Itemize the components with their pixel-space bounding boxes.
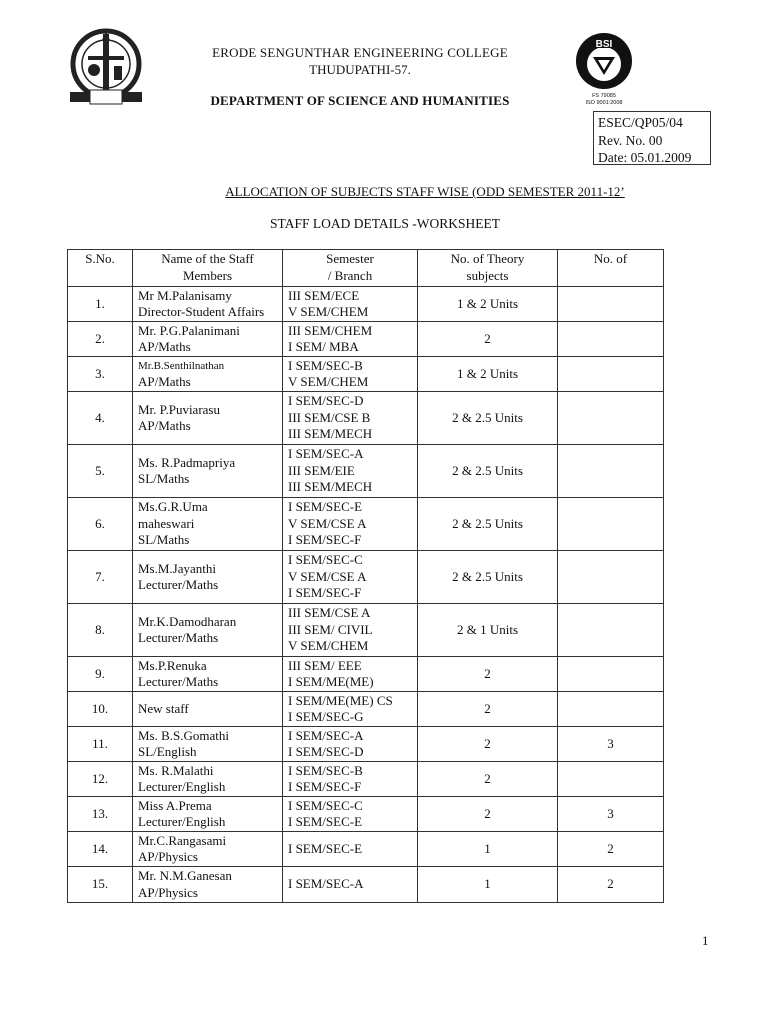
row-sno: 9. (68, 657, 133, 692)
row-theory: 2 & 1 Units (418, 604, 558, 657)
row-semester: I SEM/SEC-B I SEM/SEC-F (283, 762, 418, 797)
row-semester: I SEM/SEC-E V SEM/CSE A I SEM/SEC-F (283, 498, 418, 551)
table-row (68, 445, 664, 498)
row-theory: 2 & 2.5 Units (418, 392, 558, 445)
row-theory: 1 & 2 Units (418, 287, 558, 322)
table-row (68, 797, 664, 832)
table-row (68, 604, 664, 657)
row-semester: I SEM/SEC-A (283, 867, 418, 903)
table-row (68, 392, 664, 445)
document-date: Date: 05.01.2009 (598, 150, 692, 165)
row-staff-name: Ms.P.Renuka Lecturer/Maths (133, 657, 283, 692)
row-sno: 5. (68, 445, 133, 498)
row-other (558, 551, 664, 604)
row-sno: 10. (68, 692, 133, 727)
header-theory-subjects: No. of Theory subjects (418, 250, 558, 287)
row-staff-name: Mr. P.Puviarasu AP/Maths (133, 392, 283, 445)
row-staff-name: Mr.C.Rangasami AP/Physics (133, 832, 283, 867)
bsi-logo-cert-no: FS 79085 (592, 93, 616, 99)
row-semester: III SEM/ EEE I SEM/ME(ME) (283, 657, 418, 692)
row-staff-name: Mr. P.G.Palanimani AP/Maths (133, 322, 283, 357)
header-sno: S.No. (68, 250, 133, 287)
row-sno: 12. (68, 762, 133, 797)
row-staff-name: Ms. B.S.Gomathi SL/English (133, 727, 283, 762)
table-row (68, 551, 664, 604)
table-row (68, 322, 664, 357)
row-other (558, 604, 664, 657)
row-other (558, 445, 664, 498)
table-row (68, 657, 664, 692)
college-location: THUDUPATHI-57. (309, 62, 411, 77)
row-theory: 2 (418, 762, 558, 797)
row-staff-name: Miss A.Prema Lecturer/English (133, 797, 283, 832)
row-staff-name: Ms.G.R.Uma maheswari SL/Maths (133, 498, 283, 551)
table-row (68, 287, 664, 322)
row-sno: 6. (68, 498, 133, 551)
row-semester: I SEM/SEC-D III SEM/CSE B III SEM/MECH (283, 392, 418, 445)
row-theory: 2 & 2.5 Units (418, 498, 558, 551)
row-semester: I SEM/SEC-B V SEM/CHEM (283, 357, 418, 392)
row-staff-name: New staff (133, 692, 283, 727)
document-code: ESEC/QP05/04 (598, 115, 683, 130)
document-reference-box (593, 111, 711, 165)
row-staff-name: Mr M.Palanisamy Director-Student Affairs (133, 287, 283, 322)
row-sno: 4. (68, 392, 133, 445)
row-theory: 1 (418, 867, 558, 903)
row-staff-name: Ms. R.Padmapriya SL/Maths (133, 445, 283, 498)
table-row (68, 832, 664, 867)
row-theory: 2 (418, 657, 558, 692)
row-staff-name: Mr. N.M.Ganesan AP/Physics (133, 867, 283, 903)
row-theory: 2 (418, 322, 558, 357)
row-theory: 2 (418, 727, 558, 762)
table-header-row (68, 250, 664, 287)
college-name: ERODE SENGUNTHAR ENGINEERING COLLEGE (212, 45, 508, 60)
worksheet-title: STAFF LOAD DETAILS -WORKSHEET (270, 216, 500, 231)
row-sno: 3. (68, 357, 133, 392)
row-other (558, 762, 664, 797)
row-staff-name: Ms.M.Jayanthi Lecturer/Maths (133, 551, 283, 604)
row-sno: 14. (68, 832, 133, 867)
row-theory: 1 & 2 Units (418, 357, 558, 392)
row-theory: 2 & 2.5 Units (418, 445, 558, 498)
row-staff-name: Ms. R.Malathi Lecturer/English (133, 762, 283, 797)
department-title: DEPARTMENT OF SCIENCE AND HUMANITIES (210, 93, 510, 108)
row-sno: 1. (68, 287, 133, 322)
college-emblem-logo (66, 26, 146, 106)
table-row (68, 498, 664, 551)
bsi-logo-iso: ISO 9001:2008 (585, 100, 623, 106)
header-other: No. of (558, 250, 664, 287)
row-sno: 15. (68, 867, 133, 903)
row-other (558, 498, 664, 551)
revision-number: Rev. No. 00 (598, 132, 663, 148)
row-semester: III SEM/CHEM I SEM/ MBA (283, 322, 418, 357)
row-semester: III SEM/CSE A III SEM/ CIVIL V SEM/CHEM (283, 604, 418, 657)
row-semester: I SEM/SEC-E (283, 832, 418, 867)
table-row (68, 727, 664, 762)
row-other (558, 357, 664, 392)
row-other (558, 322, 664, 357)
bsi-certification-logo (571, 30, 637, 106)
row-semester: I SEM/SEC-C I SEM/SEC-E (283, 797, 418, 832)
row-theory: 2 (418, 797, 558, 832)
staff-load-table (67, 249, 664, 903)
table-row (68, 692, 664, 727)
row-semester: I SEM/SEC-A III SEM/EIE III SEM/MECH (283, 445, 418, 498)
row-other: 2 (558, 867, 664, 903)
table-row (68, 867, 664, 903)
row-other (558, 657, 664, 692)
row-staff-name: Mr.K.Damodharan Lecturer/Maths (133, 604, 283, 657)
header-semester: Semester / Branch (283, 250, 418, 287)
bsi-logo-text: BSI (595, 39, 613, 50)
table-row (68, 762, 664, 797)
row-theory: 2 & 2.5 Units (418, 551, 558, 604)
row-semester: I SEM/SEC-C V SEM/CSE A I SEM/SEC-F (283, 551, 418, 604)
row-semester: I SEM/SEC-A I SEM/SEC-D (283, 727, 418, 762)
row-sno: 2. (68, 322, 133, 357)
row-other (558, 392, 664, 445)
row-other: 3 (558, 797, 664, 832)
row-sno: 8. (68, 604, 133, 657)
row-sno: 7. (68, 551, 133, 604)
page-number: 1 (702, 933, 709, 948)
row-staff-name: Mr.B.Senthilnathan AP/Maths (133, 357, 283, 392)
row-theory: 2 (418, 692, 558, 727)
allocation-title: ALLOCATION OF SUBJECTS STAFF WISE (ODD SEMESTER 2011-12’ (225, 184, 625, 199)
table-row (68, 357, 664, 392)
row-semester: III SEM/ECE V SEM/CHEM (283, 287, 418, 322)
row-theory: 1 (418, 832, 558, 867)
row-semester: I SEM/ME(ME) CS I SEM/SEC-G (283, 692, 418, 727)
row-sno: 11. (68, 727, 133, 762)
row-other (558, 287, 664, 322)
row-other (558, 692, 664, 727)
row-other: 3 (558, 727, 664, 762)
row-other: 2 (558, 832, 664, 867)
header-name: Name of the Staff Members (133, 250, 283, 287)
row-sno: 13. (68, 797, 133, 832)
